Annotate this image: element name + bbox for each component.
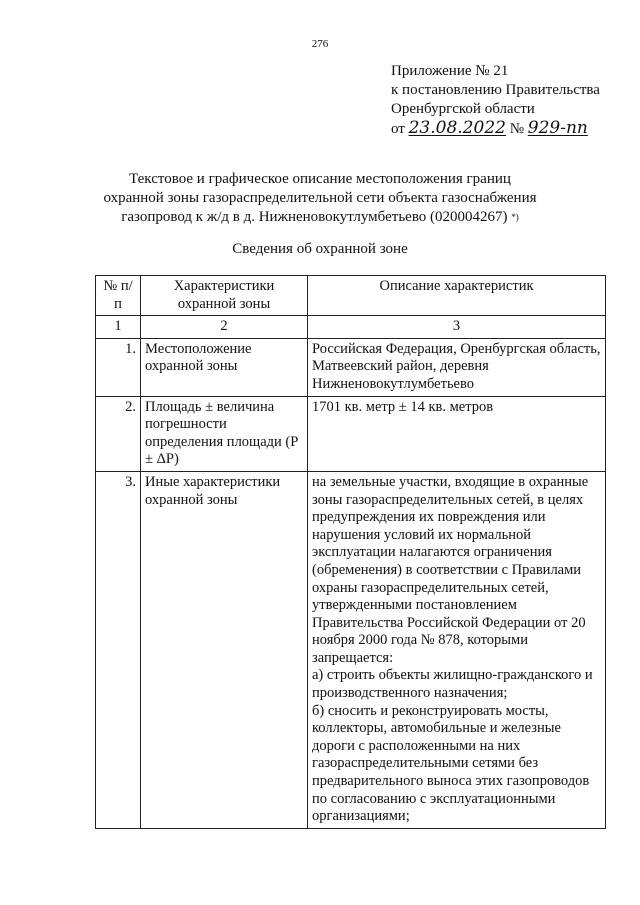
title-line-1: Текстовое и графическое описание местоположения границ <box>129 171 511 187</box>
row-number: 2. <box>96 396 141 471</box>
description-list-item-b: б) сносить и реконструировать мосты, коллекторы, автомобильные и железные дороги с расположенными на них газораспределительными сетями без предварительного выноса этих газопроводов по согласованию с эксплуатационными организациями; <box>312 702 590 825</box>
footnote-mark: *) <box>511 212 519 222</box>
header-description: Описание характеристик <box>308 276 606 316</box>
handwritten-date: 23.08.2022 <box>408 118 506 138</box>
column-number-2: 2 <box>141 316 308 339</box>
description-line: Российская Федерация, Оренбургская область, Матвеевский район, деревня Нижненовокутлумбетьево <box>312 340 601 392</box>
appendix-line-3: Оренбургской области <box>391 101 535 117</box>
title-line-2: охранной зоны газораспределительной сети объекта газоснабжения <box>103 190 537 206</box>
row-characteristic: Местоположение охранной зоны <box>141 338 308 396</box>
appendix-line-1: Приложение № 21 <box>391 63 509 79</box>
handwritten-number: 929-пп <box>527 118 588 138</box>
column-number-1: 1 <box>96 316 141 339</box>
header-num: № п/п <box>96 276 141 316</box>
document-title <box>0 170 640 227</box>
header-characteristic: Характеристики охранной зоны <box>141 276 308 316</box>
from-label: от <box>391 121 405 137</box>
description-line: на земельные участки, входящие в охранные зоны газораспределительных сетей, в целях предупреждения их повреждения или нарушения условий их нормальной эксплуатации налагаются ограничения (обременения) в соответствии с Правилами охраны газораспределительных сетей, утвержденными постановлением Правительства Российской Федерации от 20 ноября 2000 года № 878, которыми запрещается: <box>312 473 589 666</box>
table-row <box>96 471 606 828</box>
row-characteristic: Площадь ± величина погрешности определения площади (P ± ΔP) <box>141 396 308 471</box>
number-label: № <box>509 121 525 137</box>
title-line-3-text: газопровод к ж/д в д. Нижненовокутлумбетьево (020004267) <box>121 209 508 225</box>
appendix-date-line <box>391 119 600 139</box>
section-subtitle: Сведения об охранной зоне <box>232 241 408 257</box>
row-description <box>308 338 606 396</box>
row-characteristic: Иные характеристики охранной зоны <box>141 471 308 828</box>
table-row <box>96 396 606 471</box>
row-description <box>308 396 606 471</box>
table-row <box>96 338 606 396</box>
description-line: 1701 кв. метр ± 14 кв. метров <box>312 398 494 415</box>
appendix-line-2: к постановлению Правительства <box>391 82 600 98</box>
row-number: 1. <box>96 338 141 396</box>
row-number: 3. <box>96 471 141 828</box>
title-line-3 <box>0 208 640 227</box>
column-number-row <box>96 316 606 339</box>
zone-table <box>95 275 606 829</box>
appendix-block <box>391 62 600 139</box>
column-number-3: 3 <box>308 316 606 339</box>
table-header-row <box>96 276 606 316</box>
row-description <box>308 471 606 828</box>
description-list-item-a: а) строить объекты жилищно-гражданского и производственного назначения; <box>312 667 593 702</box>
page-number: 276 <box>311 38 329 50</box>
